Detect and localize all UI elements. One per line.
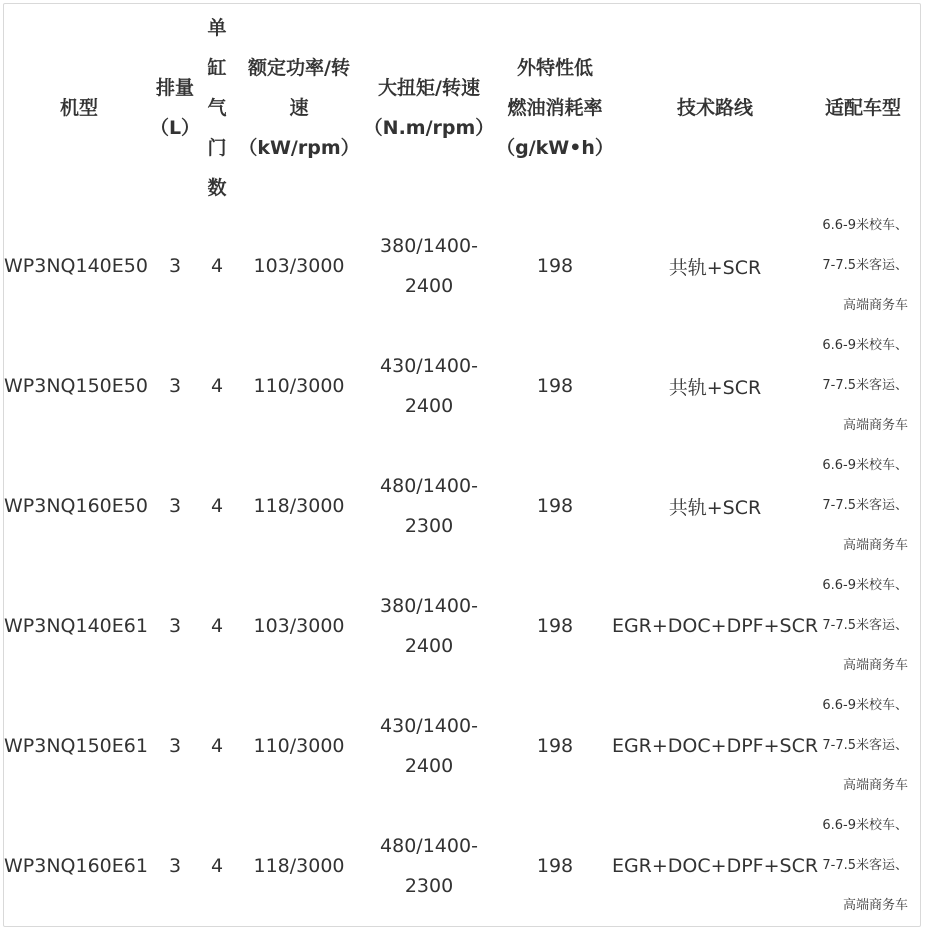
cell-displacement: 3: [168, 615, 182, 637]
cell-tech: EGR+DOC+DPF+SCR: [611, 855, 819, 877]
cell-vehicle-line: 7-7.5米客运、: [822, 258, 908, 273]
cell-tech: 共轨+SCR: [668, 496, 762, 519]
cell-tech: EGR+DOC+DPF+SCR: [611, 615, 819, 637]
cell-displacement: 3: [168, 735, 182, 757]
cell-fuel: 198: [536, 855, 574, 877]
header-vehicle: [818, 6, 908, 210]
header-power-line: 额定功率/转: [248, 57, 350, 79]
cell-torque: [360, 566, 498, 686]
cell-vehicle-line: 高端商务车: [842, 658, 908, 673]
cell-displacement: 3: [168, 375, 182, 397]
cell-displacement: 3: [168, 255, 182, 277]
cell-fuel: 198: [536, 615, 574, 637]
cell-torque-line: 430/1400-: [380, 355, 478, 377]
cell-model: WP3NQ140E50: [4, 255, 148, 277]
header-displacement-line: 排量: [155, 77, 194, 99]
cell-vehicle-line: 6.6-9米校车、: [822, 458, 908, 473]
cell-vehicle: [818, 206, 908, 326]
cell-power: 103/3000: [253, 615, 345, 637]
cell-torque: [360, 806, 498, 926]
cell-torque-line: 2400: [404, 275, 454, 297]
cell-vehicle: [818, 566, 908, 686]
header-power-line: （kW/rpm）: [238, 137, 360, 159]
cell-tech: 共轨+SCR: [668, 376, 762, 399]
cell-model: WP3NQ150E61: [4, 735, 148, 757]
cell-valves: 4: [210, 615, 224, 637]
header-model-line: 机型: [59, 97, 98, 119]
header-fuel-line: 外特性低: [516, 57, 593, 79]
cell-power: 118/3000: [253, 855, 345, 877]
cell-fuel: 198: [536, 495, 574, 517]
header-power-line: 速: [289, 97, 309, 119]
header-vehicle-line: 适配车型: [824, 97, 901, 119]
header-torque-line: 大扭矩/转速: [378, 77, 480, 99]
cell-model: WP3NQ140E61: [4, 615, 148, 637]
header-torque: [360, 6, 498, 210]
cell-vehicle-line: 7-7.5米客运、: [822, 618, 908, 633]
header-torque-line: （N.m/rpm）: [363, 117, 495, 139]
cell-torque-line: 2400: [404, 635, 454, 657]
cell-torque: [360, 686, 498, 806]
cell-vehicle-line: 7-7.5米客运、: [822, 858, 908, 873]
header-displacement-line: （L）: [149, 117, 201, 139]
cell-fuel: 198: [536, 255, 574, 277]
cell-model: WP3NQ160E50: [4, 495, 148, 517]
cell-vehicle-line: 7-7.5米客运、: [822, 498, 908, 513]
cell-vehicle-line: 6.6-9米校车、: [822, 578, 908, 593]
header-model: [4, 6, 154, 210]
cell-vehicle-line: 高端商务车: [842, 418, 908, 433]
cell-torque-line: 480/1400-: [380, 835, 478, 857]
cell-vehicle-line: 高端商务车: [842, 298, 908, 313]
cell-tech: 共轨+SCR: [668, 256, 762, 279]
cell-torque-line: 380/1400-: [380, 235, 478, 257]
cell-model: WP3NQ160E61: [4, 855, 148, 877]
cell-vehicle: [818, 326, 908, 446]
header-fuel: [498, 6, 612, 210]
cell-power: 110/3000: [253, 735, 345, 757]
cell-vehicle: [818, 806, 908, 926]
cell-valves: 4: [210, 255, 224, 277]
header-valves-line: 缸: [207, 57, 227, 79]
cell-torque: [360, 326, 498, 446]
cell-vehicle: [818, 686, 908, 806]
header-valves-line: 单: [207, 17, 227, 39]
cell-vehicle-line: 6.6-9米校车、: [822, 218, 908, 233]
cell-tech: EGR+DOC+DPF+SCR: [611, 735, 819, 757]
cell-torque-line: 380/1400-: [380, 595, 478, 617]
cell-displacement: 3: [168, 495, 182, 517]
cell-model: WP3NQ150E50: [4, 375, 148, 397]
header-valves-line: 门: [207, 137, 227, 159]
cell-vehicle-line: 7-7.5米客运、: [822, 738, 908, 753]
cell-torque-line: 430/1400-: [380, 715, 478, 737]
cell-vehicle-line: 7-7.5米客运、: [822, 378, 908, 393]
cell-vehicle-line: 6.6-9米校车、: [822, 698, 908, 713]
cell-torque-line: 2300: [404, 515, 454, 537]
cell-fuel: 198: [536, 735, 574, 757]
cell-valves: 4: [210, 375, 224, 397]
cell-vehicle-line: 6.6-9米校车、: [822, 338, 908, 353]
header-tech: [612, 6, 818, 210]
cell-valves: 4: [210, 735, 224, 757]
cell-power: 103/3000: [253, 255, 345, 277]
cell-torque-line: 2400: [404, 755, 454, 777]
cell-valves: 4: [210, 855, 224, 877]
cell-torque: [360, 446, 498, 566]
header-valves: [196, 6, 238, 210]
cell-torque: [360, 206, 498, 326]
cell-displacement: 3: [168, 855, 182, 877]
header-displacement: [149, 6, 201, 210]
cell-vehicle-line: 高端商务车: [842, 778, 908, 793]
cell-vehicle-line: 高端商务车: [842, 898, 908, 913]
cell-fuel: 198: [536, 375, 574, 397]
header-valves-line: 气: [207, 97, 227, 119]
header-valves-line: 数: [207, 177, 227, 199]
cell-power: 118/3000: [253, 495, 345, 517]
cell-torque-line: 480/1400-: [380, 475, 478, 497]
cell-power: 110/3000: [253, 375, 345, 397]
header-fuel-line: 燃油消耗率: [507, 97, 603, 119]
cell-vehicle-line: 6.6-9米校车、: [822, 818, 908, 833]
header-fuel-line: （g/kW•h）: [496, 137, 614, 159]
cell-vehicle: [818, 446, 908, 566]
header-tech-line: 技术路线: [676, 97, 753, 119]
cell-vehicle-line: 高端商务车: [842, 538, 908, 553]
cell-torque-line: 2300: [404, 875, 454, 897]
header-power: [238, 6, 360, 210]
cell-valves: 4: [210, 495, 224, 517]
cell-torque-line: 2400: [404, 395, 454, 417]
